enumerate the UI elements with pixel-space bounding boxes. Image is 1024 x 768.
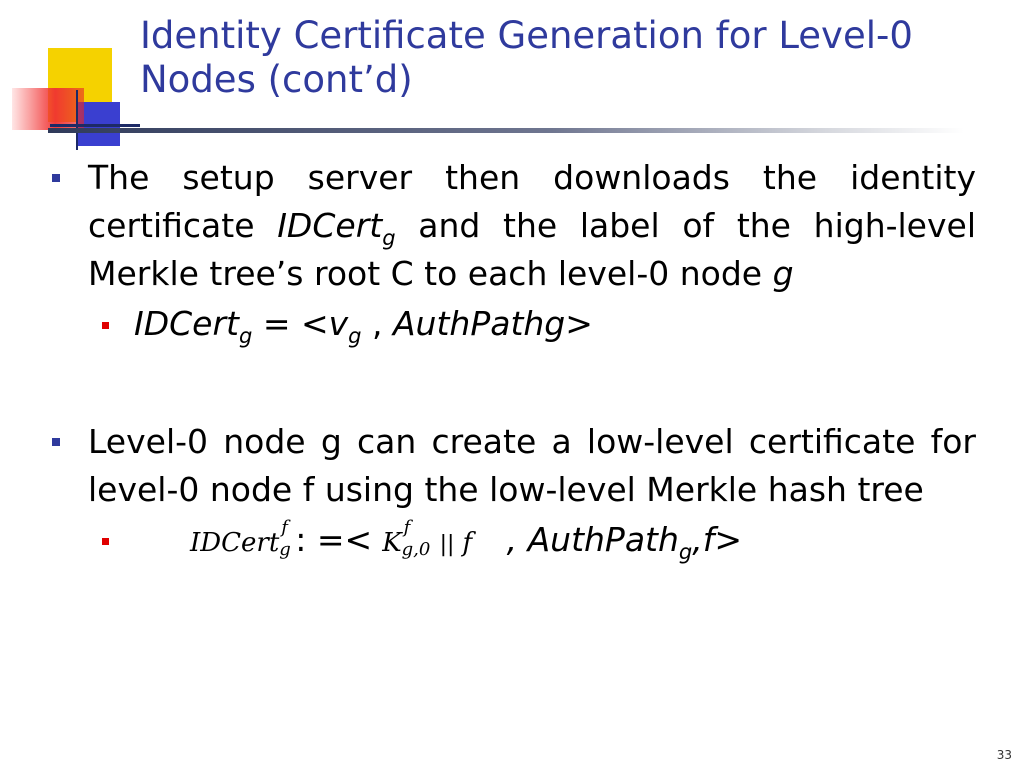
formula-idcert-scripts (279, 517, 295, 563)
sub-bullet-1 (48, 300, 976, 348)
formula-authpath-subscript: g (678, 540, 693, 564)
sub1-v-subscript: g (348, 324, 362, 348)
formula-k: K (382, 528, 402, 558)
formula-k-scripts (401, 517, 440, 563)
bullet-marker (52, 438, 60, 446)
formula-f: f (462, 528, 473, 558)
bullet-1-text-a: The setup server then downloads the identity certificate (88, 158, 976, 245)
sub-bullet-marker (102, 322, 109, 329)
sub1-authpath: AuthPathg (392, 304, 566, 343)
formula-authpath: AuthPath (527, 520, 679, 559)
formula-concat: || (439, 532, 455, 557)
bullet-1-text-b: and the label of the high-level Merkle tree’s root C to each level-0 node (88, 206, 976, 293)
bullet-2-text: Level-0 node g can create a low-level certificate for level-0 node f using the low-level Merkle hash tree (88, 422, 976, 509)
node-g-term: g (772, 254, 794, 293)
bullet-item-1 (48, 154, 976, 298)
sub1-idcert-subscript: g (239, 324, 253, 348)
formula-idcert: IDCert (190, 528, 280, 558)
formula-k-subscript: g,0 (401, 539, 431, 560)
logo-horizontal-line (50, 124, 140, 127)
bullet-marker (52, 174, 60, 182)
sub-bullet-2 (48, 516, 976, 569)
sub-bullet-marker (102, 538, 109, 545)
sub1-close: > (565, 304, 593, 343)
sub1-separator: , (361, 304, 393, 343)
logo-vertical-line (76, 90, 78, 150)
page-number: 33 (996, 748, 1012, 762)
formula-authpath-tail: ,f> (692, 520, 743, 559)
slide-title: Identity Certificate Generation for Level-0 Nodes (cont’d) (140, 14, 913, 101)
bullet-item-2 (48, 418, 976, 514)
sub1-idcert: IDCert (134, 304, 239, 343)
title-underline (48, 128, 964, 133)
sub1-equals: = < (252, 304, 329, 343)
sub1-v: v (328, 304, 349, 343)
idcert-subscript: g (382, 226, 396, 250)
formula-assign: : =< (295, 520, 373, 559)
formula-idcert-superscript: f (281, 517, 288, 538)
formula-idcert-subscript: g (279, 539, 291, 560)
formula-k-superscript: f (403, 517, 411, 538)
idcert-term: IDCert (277, 206, 383, 245)
slide-body (48, 154, 976, 569)
formula-separator: , (496, 520, 528, 559)
